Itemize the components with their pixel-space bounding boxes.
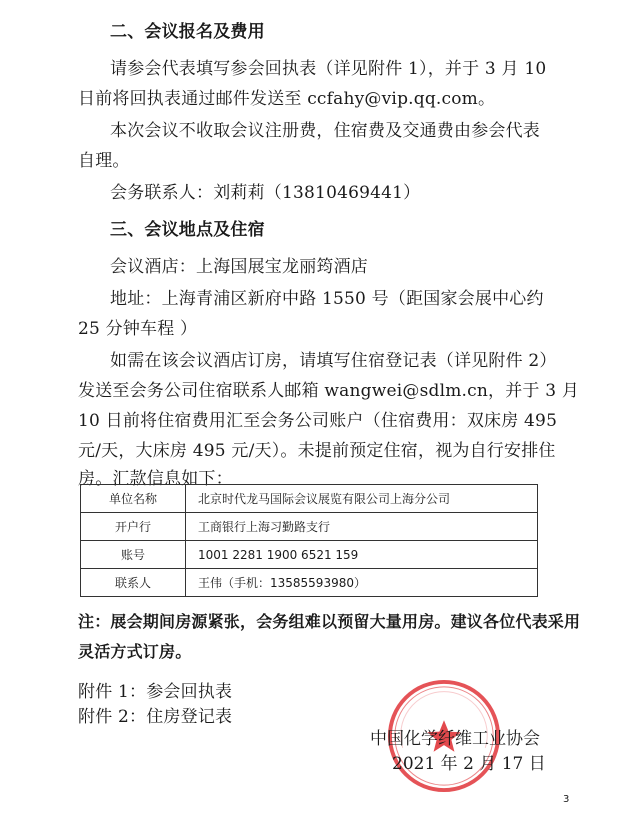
table-value-cell: 1001 2281 1900 6521 159 <box>186 541 538 569</box>
section3-paragraph-line3: 10 日前将住宿费用汇至会务公司账户（住宿费用：双床房 495 <box>78 411 558 431</box>
attachment-1: 附件 1：参会回执表 <box>78 682 233 702</box>
note-line2: 灵活方式订房。 <box>78 642 192 661</box>
signature-date: 2021 年 2 月 17 日 <box>392 754 546 774</box>
section2-paragraph2-line1: 本次会议不收取会议注册费，住宿费及交通费由参会代表 <box>110 121 540 141</box>
page-number: 3 <box>563 794 570 805</box>
section2-contact: 会务联系人：刘莉莉（13810469441） <box>110 183 421 203</box>
section2-heading: 二、会议报名及费用 <box>110 22 265 42</box>
section2-paragraph1-line1: 请参会代表填写参会回执表（详见附件 1），并于 3 月 10 <box>110 59 547 79</box>
signature-org: 中国化学纤维工业协会 <box>370 729 540 749</box>
section3-heading: 三、会议地点及住宿 <box>110 220 265 240</box>
table-row <box>81 541 538 569</box>
section3-paragraph-line4: 元/天，大床房 495 元/天）。未提前预定住宿，视为自行安排住 <box>78 441 556 461</box>
table-key-cell: 联系人 <box>81 569 186 597</box>
attachment-2: 附件 2：住房登记表 <box>78 707 233 727</box>
table-row <box>81 485 538 513</box>
section3-hotel: 会议酒店：上海国展宝龙丽筠酒店 <box>110 257 368 277</box>
table-key-cell: 开户行 <box>81 513 186 541</box>
table-key-cell: 单位名称 <box>81 485 186 513</box>
table-row <box>81 513 538 541</box>
remittance-table <box>80 484 538 597</box>
section3-address-line1: 地址：上海青浦区新府中路 1550 号（距国家会展中心约 <box>110 289 544 309</box>
table-value-cell: 工商银行上海习勤路支行 <box>186 513 538 541</box>
table-row <box>81 569 538 597</box>
section3-address-line2: 25 分钟车程 ） <box>78 319 198 339</box>
section2-paragraph1-line2: 日前将回执表通过邮件发送至 ccfahy@vip.qq.com。 <box>78 89 496 109</box>
note-line1: 注：展会期间房源紧张，会务组难以预留大量用房。建议各位代表采用 <box>78 612 581 631</box>
section3-paragraph-line5: 房。汇款信息如下： <box>78 469 233 489</box>
table-value-cell: 王伟（手机：13585593980） <box>186 569 538 597</box>
table-value-cell: 北京时代龙马国际会议展览有限公司上海分公司 <box>186 485 538 513</box>
section2-paragraph2-line2: 自理。 <box>78 151 130 171</box>
section3-paragraph-line1: 如需在该会议酒店订房，请填写住宿登记表（详见附件 2） <box>110 351 557 371</box>
section3-paragraph-line2: 发送至会务公司住宿联系人邮箱 wangwei@sdlm.cn，并于 3 月 <box>78 381 580 401</box>
table-key-cell: 账号 <box>81 541 186 569</box>
